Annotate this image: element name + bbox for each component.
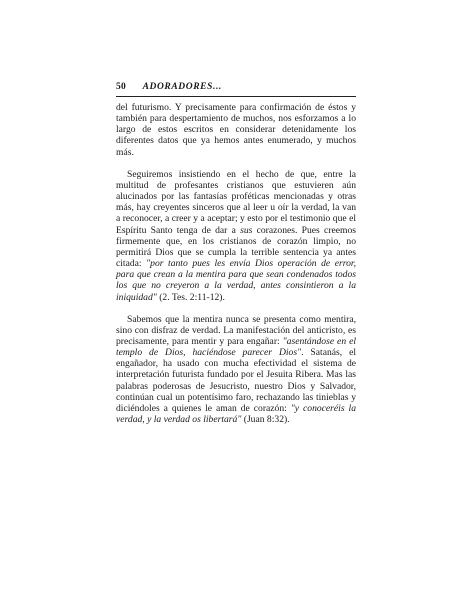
paragraph-3-citation: (Juan 8:32). [241,414,290,426]
body-text [116,102,356,436]
header-rule [116,96,356,97]
paragraph-1-text: del futurismo. Y precisamente para confirmación de éstos y también para despertamiento de muchos, nos esforzamos a lo largo de estos escritos en considerar detenidamente los diferentes datos que ya hemos antes enumerado, y muchos más. [116,102,356,158]
paragraph-3 [116,314,356,426]
paragraph-2 [116,169,356,303]
paragraph-3-quote-1: "asentándose en el templo de Dios, haciéndose parecer Dios" [116,335,356,359]
paragraph-2-citation: (2. Tes. 2:11-12). [156,291,225,303]
running-header [116,82,354,96]
paragraph-3-quote-2: "y conoceréis la verdad, y la verdad os libertará" [116,402,356,426]
paragraph-3-text-a: Sabemos que la mentira nunca se presenta como mentira, sino con disfraz de verdad. La manifestación del anticristo, es precisamente, para mentir y para engañar: [116,313,356,347]
paragraph-2-text-b: corazones. Pues creemos firmemente que, en los cristianos de corazón limpio, no permitirá Dios que se cumpla la terrible sentencia ya antes citada: [116,224,356,270]
paragraph-2-text-a: Seguiremos insistiendo en el hecho de que, entre la multitud de profesantes cristianos que estuvieren aún alucinados por las fantasías proféticas mencionadas y otras más, hay creyentes sinceros que al leer u oír la verdad, la van a reconocer, a creer y a aceptar; y esto por el testimonio que el Espíritu Santo tenga de dar a [116,168,356,236]
paragraph-2-quote: "por tanto pues les envía Dios operación de error, para que crean a la mentira para que sean condenados todos los que no creyeron a la verdad, antes consintieron a la iniquidad" [116,258,356,303]
page-number: 50 [116,82,126,92]
paragraph-2-emphasis-sus: sus [240,224,253,236]
running-title: ADORADORES... [142,82,222,92]
paragraph-3-text-b: . Satanás, el engañador, ha usado con mucha efectividad el sistema de interpretación futurista fundado por el Jesuita Ribera. Mas las palabras poderosas de Jesucristo, nuestro Dios y Salvador, continúan cual un potentísimo faro, rechazando las tinieblas y diciéndoles a quienes le aman de corazón: [116,347,356,414]
paragraph-1 [116,102,356,158]
